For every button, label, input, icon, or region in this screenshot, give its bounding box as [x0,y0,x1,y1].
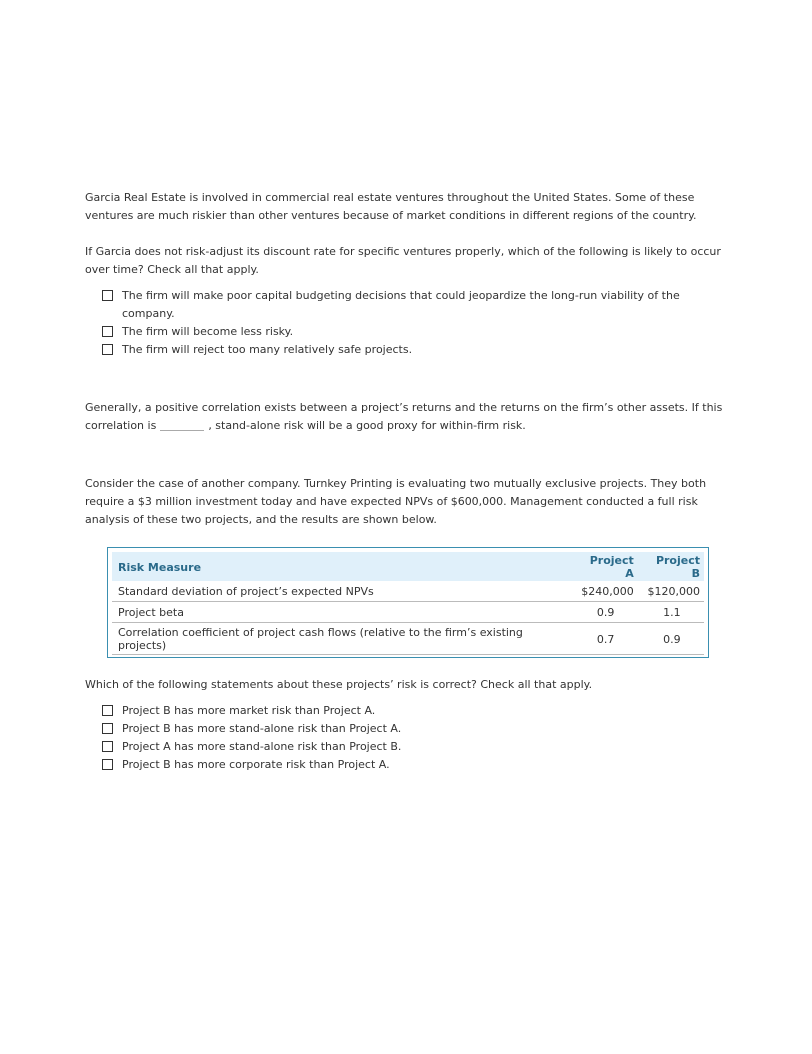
table-header-row [112,552,704,581]
checkbox[interactable] [102,344,113,355]
risk-table [112,552,704,655]
question3-option[interactable] [102,756,730,774]
project-a-value: 0.7 [571,623,637,655]
row-label: Standard deviation of project’s expected NPVs [112,581,571,602]
checkbox[interactable] [102,705,113,716]
table-row [112,602,704,623]
question1-option[interactable] [102,341,730,359]
table-row [112,623,704,655]
project-b-value: 0.9 [638,623,704,655]
question3-option[interactable] [102,702,730,720]
question3-option[interactable] [102,720,730,738]
header-project-b: Project B [638,552,704,581]
table-row [112,581,704,602]
question1-option[interactable] [102,287,730,323]
option-label: The firm will become less risky. [122,325,294,338]
header-project-a: Project A [571,552,637,581]
question2-text-after: , stand-alone risk will be a good proxy for within-firm risk. [208,419,526,432]
option-label: Project B has more corporate risk than Project A. [122,758,390,771]
option-label: Project B has more stand-alone risk than Project A. [122,722,402,735]
option-label: The firm will make poor capital budgeting decisions that could jeopardize the long-run viability of the company. [122,289,680,320]
question1-option[interactable] [102,323,730,341]
intro-paragraph: Garcia Real Estate is involved in commercial real estate ventures throughout the United States. Some of these ventures are much riskier than other ventures because of market conditions in different regions of the country. [85,191,697,222]
project-a-value: $240,000 [571,581,637,602]
option-label: Project B has more market risk than Project A. [122,704,376,717]
question1-options [85,287,730,359]
project-a-value: 0.9 [571,602,637,623]
project-b-value: $120,000 [638,581,704,602]
risk-table-container [107,547,709,658]
question3-prompt: Which of the following statements about these projects’ risk is correct? Check all that apply. [85,678,593,691]
question-content [85,189,730,774]
checkbox[interactable] [102,723,113,734]
correlation-dropdown[interactable] [160,418,204,431]
option-label: The firm will reject too many relatively safe projects. [122,343,413,356]
row-label: Project beta [112,602,571,623]
header-risk-measure: Risk Measure [112,552,571,581]
question1-prompt: If Garcia does not risk-adjust its discount rate for specific ventures properly, which of the following is likely to occur over time? Check all that apply. [85,245,721,276]
question3-option[interactable] [102,738,730,756]
row-label: Correlation coefficient of project cash flows (relative to the firm’s existing projects) [112,623,571,655]
question3-options [85,702,730,774]
checkbox[interactable] [102,759,113,770]
checkbox[interactable] [102,326,113,337]
checkbox[interactable] [102,290,113,301]
case-paragraph: Consider the case of another company. Turnkey Printing is evaluating two mutually exclusive projects. They both require a $3 million investment today and have expected NPVs of $600,000. Management conducted a full risk analysis of these two projects, and the results are shown below. [85,477,707,526]
project-b-value: 1.1 [638,602,704,623]
question2-text-before: Generally, a positive correlation exists between a project’s returns and the returns on the firm’s other assets. If this correlation is [85,401,723,432]
question2-text [85,399,730,435]
option-label: Project A has more stand-alone risk than Project B. [122,740,402,753]
checkbox[interactable] [102,741,113,752]
